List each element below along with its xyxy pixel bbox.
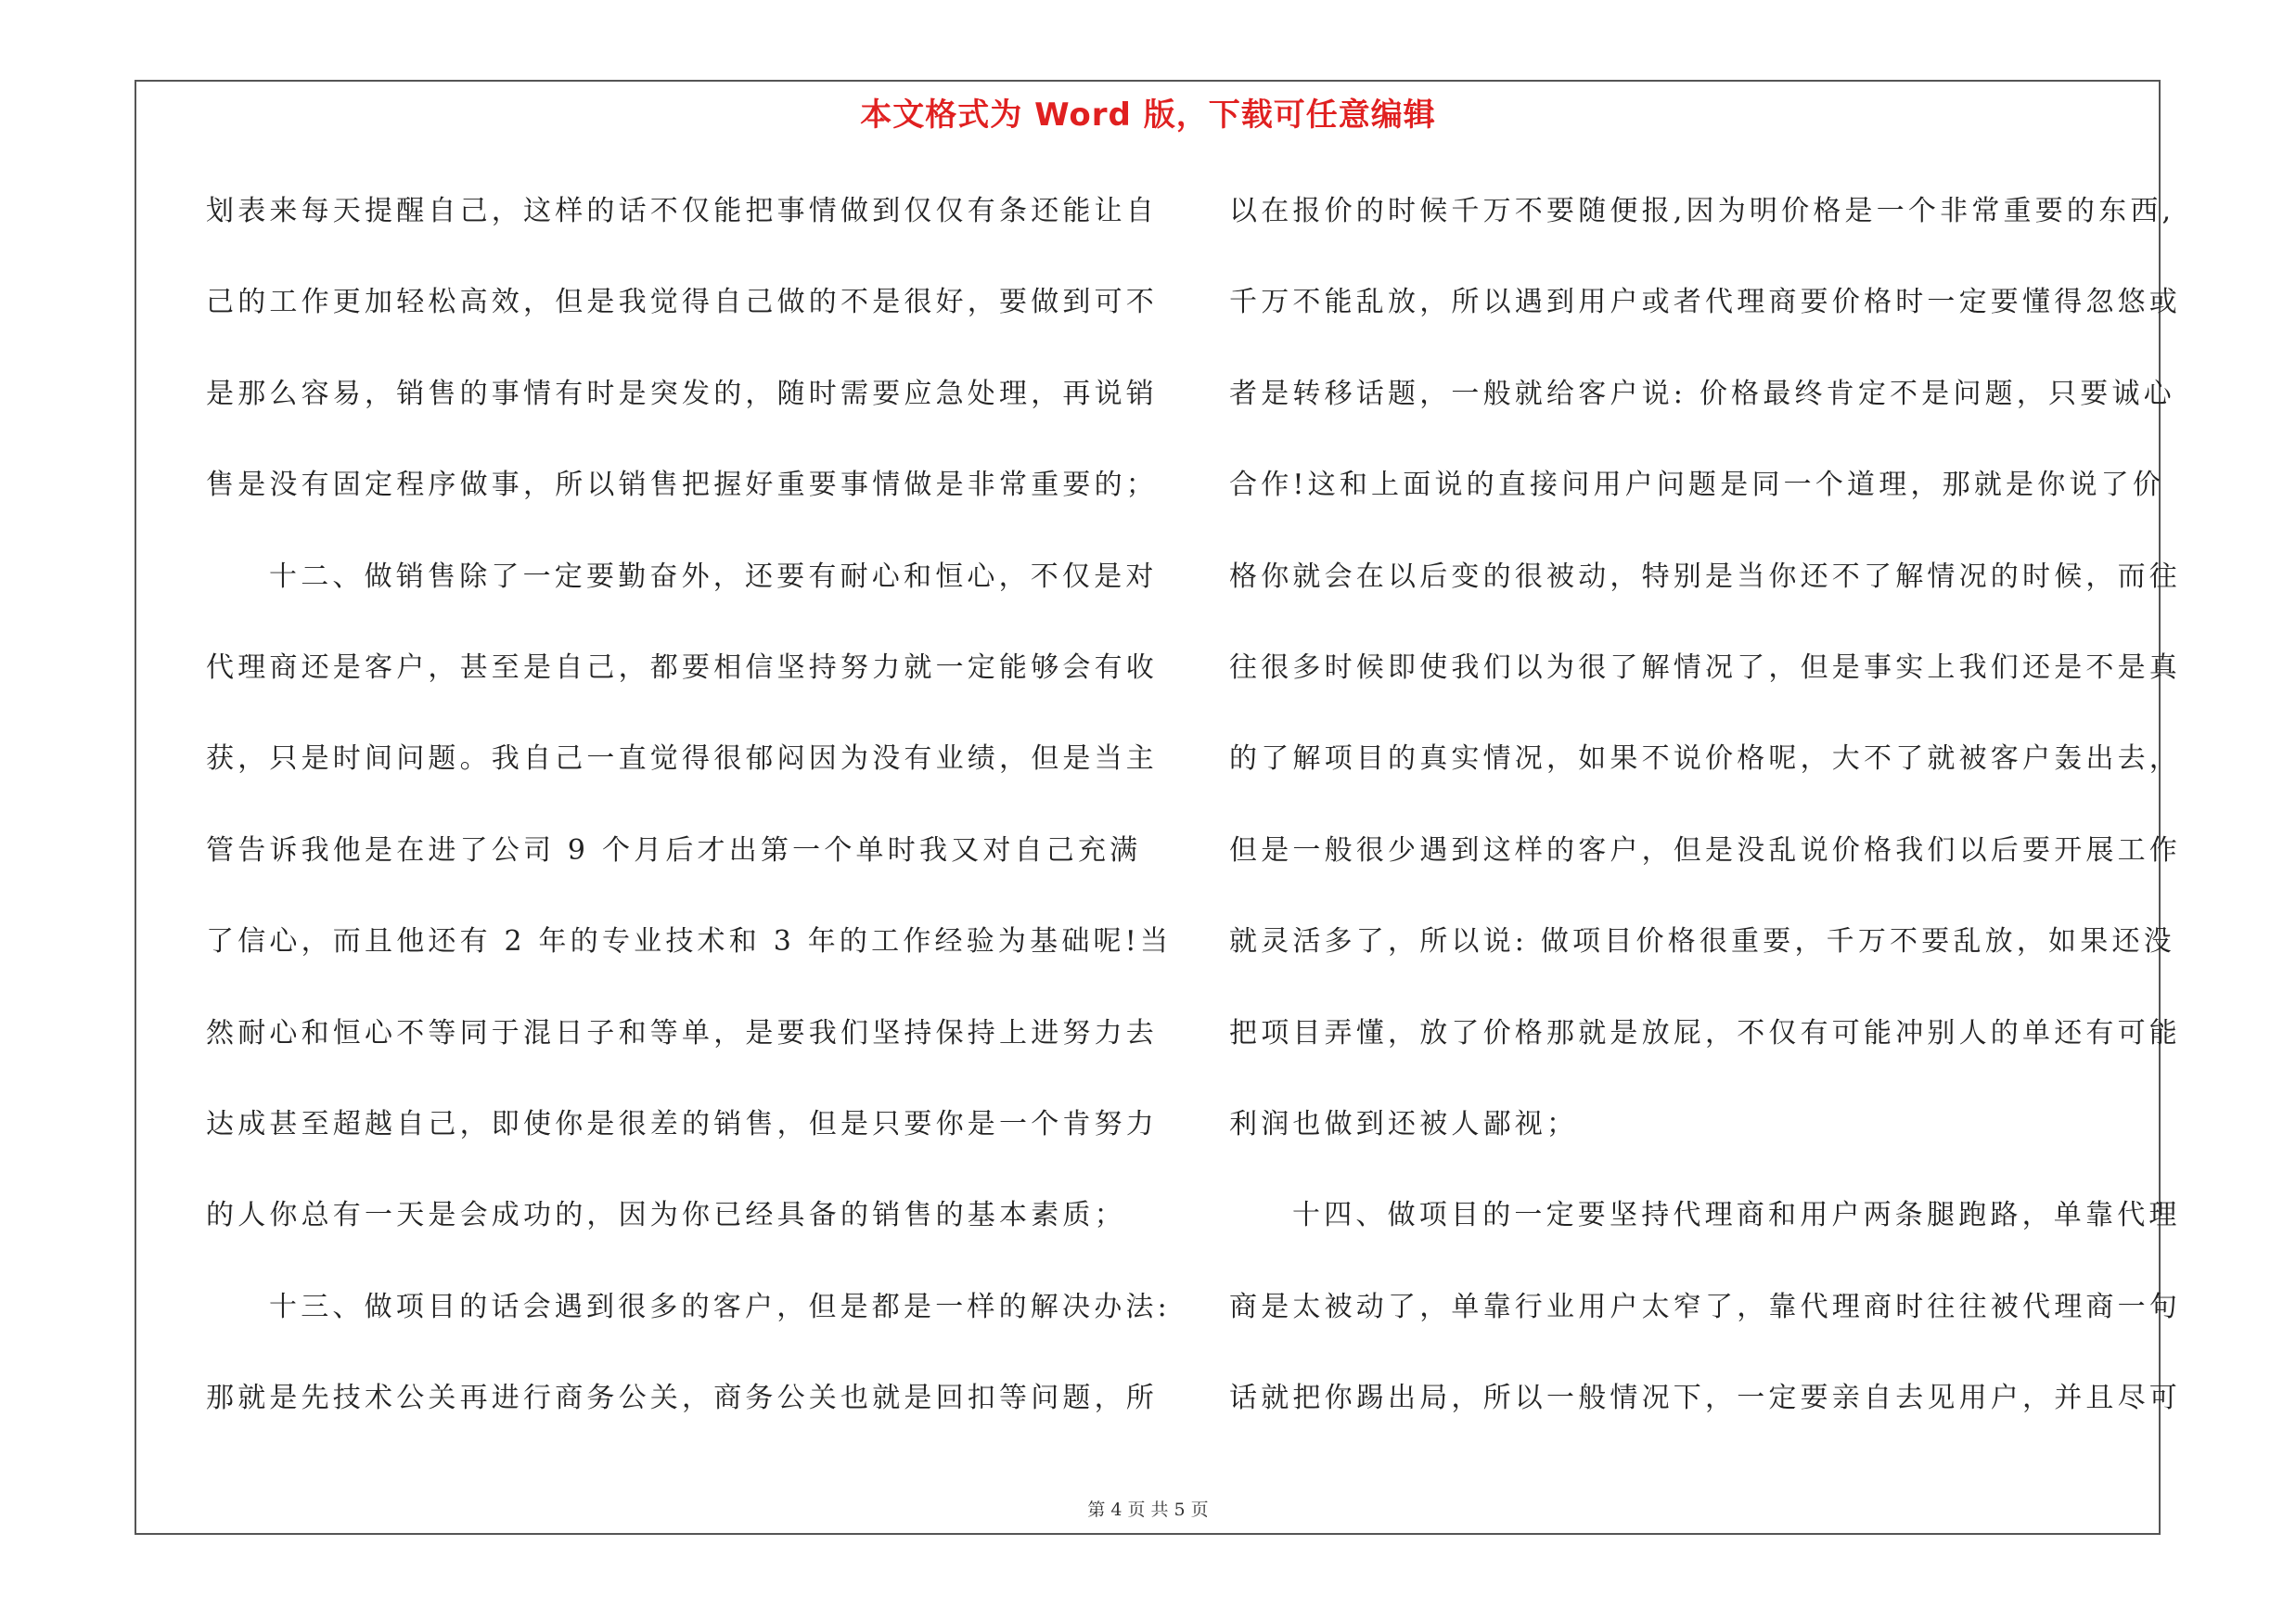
text-line: 把项目弄懂，放了价格那就是放屁，不仅有可能冲别人的单还有可能 bbox=[1229, 1016, 2181, 1050]
text-line: 售是没有固定程序做事，所以销售把握好重要事情做是非常重要的； bbox=[206, 469, 1158, 502]
text-line: 千万不能乱放，所以遇到用户或者代理商要价格时一定要懂得忽悠或 bbox=[1229, 286, 2181, 319]
text-line: 往很多时候即使我们以为很了解情况了，但是事实上我们还是不是真 bbox=[1229, 650, 2181, 684]
text-line: 格你就会在以后变的很被动，特别是当你还不了解情况的时候，而往 bbox=[1229, 560, 2181, 593]
text-line: 的人你总有一天是会成功的，因为你已经具备的销售的基本素质； bbox=[206, 1199, 1126, 1232]
text-line: 了信心，而且他还有 2 年的专业技术和 3 年的工作经验为基础呢!当 bbox=[206, 925, 1173, 959]
text-line: 那就是先技术公关再进行商务公关，商务公关也就是回扣等问题，所 bbox=[206, 1382, 1158, 1415]
text-line: 获，只是时间问题。我自己一直觉得很郁闷因为没有业绩，但是当主 bbox=[206, 742, 1158, 776]
text-line: 就灵活多了，所以说: 做项目价格很重要，千万不要乱放，如果还没 bbox=[1229, 925, 2175, 959]
text-line: 者是转移话题，一般就给客户说: 价格最终肯定不是问题，只要诚心 bbox=[1229, 377, 2175, 410]
text-line: 然耐心和恒心不等同于混日子和等单，是要我们坚持保持上进努力去 bbox=[206, 1016, 1158, 1050]
text-line: 的了解项目的真实情况，如果不说价格呢，大不了就被客户轰出去， bbox=[1229, 742, 2181, 776]
text-line: 但是一般很少遇到这样的客户，但是没乱说价格我们以后要开展工作 bbox=[1229, 833, 2181, 867]
paragraph-start-line: 十二、做销售除了一定要勤奋外，还要有耐心和恒心，不仅是对 bbox=[269, 560, 1158, 593]
paragraph-start-line: 十三、做项目的话会遇到很多的客户，但是都是一样的解决办法: bbox=[269, 1290, 1171, 1323]
text-line: 商是太被动了，单靠行业用户太窄了，靠代理商时往往被代理商一句 bbox=[1229, 1290, 2181, 1323]
text-line: 合作!这和上面说的直接问用户问题是同一个道理，那就是你说了价 bbox=[1229, 469, 2165, 502]
page-number: 第 4 页 共 5 页 bbox=[1087, 1500, 1209, 1520]
left-column bbox=[206, 184, 1173, 1462]
text-line: 达成甚至超越自己，即使你是很差的销售，但是只要你是一个肯努力 bbox=[206, 1107, 1158, 1140]
text-line: 以在报价的时候千万不要随便报,因为明价格是一个非常重要的东西, bbox=[1229, 195, 2175, 227]
text-line: 管告诉我他是在进了公司 9 个月后才出第一个单时我又对自己充满 bbox=[206, 833, 1142, 867]
text-line: 己的工作更加轻松高效，但是我觉得自己做的不是很好，要做到可不 bbox=[206, 286, 1158, 319]
right-column bbox=[1229, 184, 2189, 1462]
paragraph-start-line: 十四、做项目的一定要坚持代理商和用户两条腿跑路，单靠代理 bbox=[1292, 1199, 2181, 1232]
text-line: 利润也做到还被人鄙视； bbox=[1229, 1107, 1579, 1140]
text-line: 代理商还是客户，甚至是自己，都要相信坚持努力就一定能够会有收 bbox=[206, 650, 1158, 684]
text-line: 话就把你踢出局，所以一般情况下，一定要亲自去见用户，并且尽可 bbox=[1229, 1382, 2181, 1415]
header-banner: 本文格式为 Word 版，下载可任意编辑 bbox=[860, 97, 1436, 134]
text-line: 划表来每天提醒自己，这样的话不仅能把事情做到仅仅有条还能让自 bbox=[206, 195, 1158, 227]
text-line: 是那么容易，销售的事情有时是突发的，随时需要应急处理，再说销 bbox=[206, 377, 1158, 410]
